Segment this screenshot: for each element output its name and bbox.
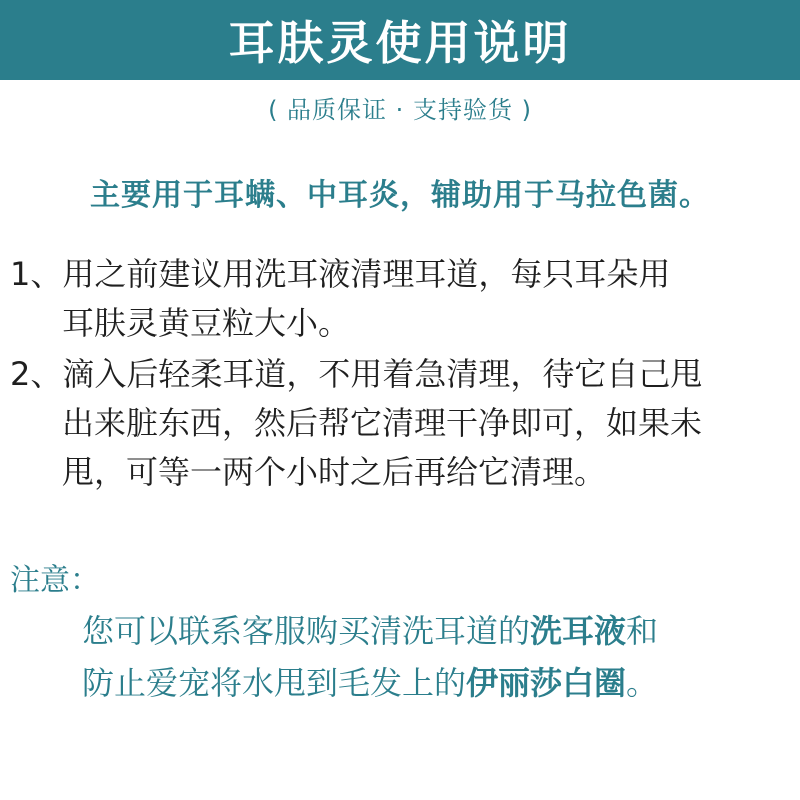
step-2-line-1: 2、滴入后轻柔耳道，不用着急清理，待它自己甩: [10, 355, 703, 393]
main-use-statement: 主要用于耳螨、中耳炎，辅助用于马拉色菌。: [90, 178, 710, 213]
note-label: 注意：: [10, 563, 100, 598]
instruction-step-1: [10, 250, 800, 348]
note-line-2-prefix: 防止爱宠将水甩到毛发上的: [82, 664, 467, 702]
note-line-1-suffix: 和: [626, 612, 659, 650]
note-line-1-prefix: 您可以联系客服购买清洗耳道的: [82, 612, 531, 650]
ear-cleaner-product: 洗耳液: [530, 612, 627, 650]
note-line-1: [82, 605, 782, 657]
title-banner: [0, 0, 800, 80]
note-line-2-suffix: 。: [626, 664, 659, 702]
step-2-line-2: 出来脏东西，然后帮它清理干净即可，如果未: [62, 404, 703, 442]
page-title: 耳肤灵使用说明: [228, 16, 572, 70]
step-1-line-1: 1、用之前建议用洗耳液清理耳道，每只耳朵用: [10, 255, 671, 293]
note-line-2: [82, 657, 782, 709]
step-1-line-2: 耳肤灵黄豆粒大小。: [62, 304, 351, 342]
elizabethan-collar-product: 伊丽莎白圈: [466, 664, 627, 702]
quality-subtitle: ( 品质保证 · 支持验货 ): [268, 96, 532, 124]
instruction-step-2: [10, 350, 800, 497]
step-2-line-3: 甩，可等一两个小时之后再给它清理。: [62, 453, 607, 491]
note-body: [82, 605, 782, 709]
